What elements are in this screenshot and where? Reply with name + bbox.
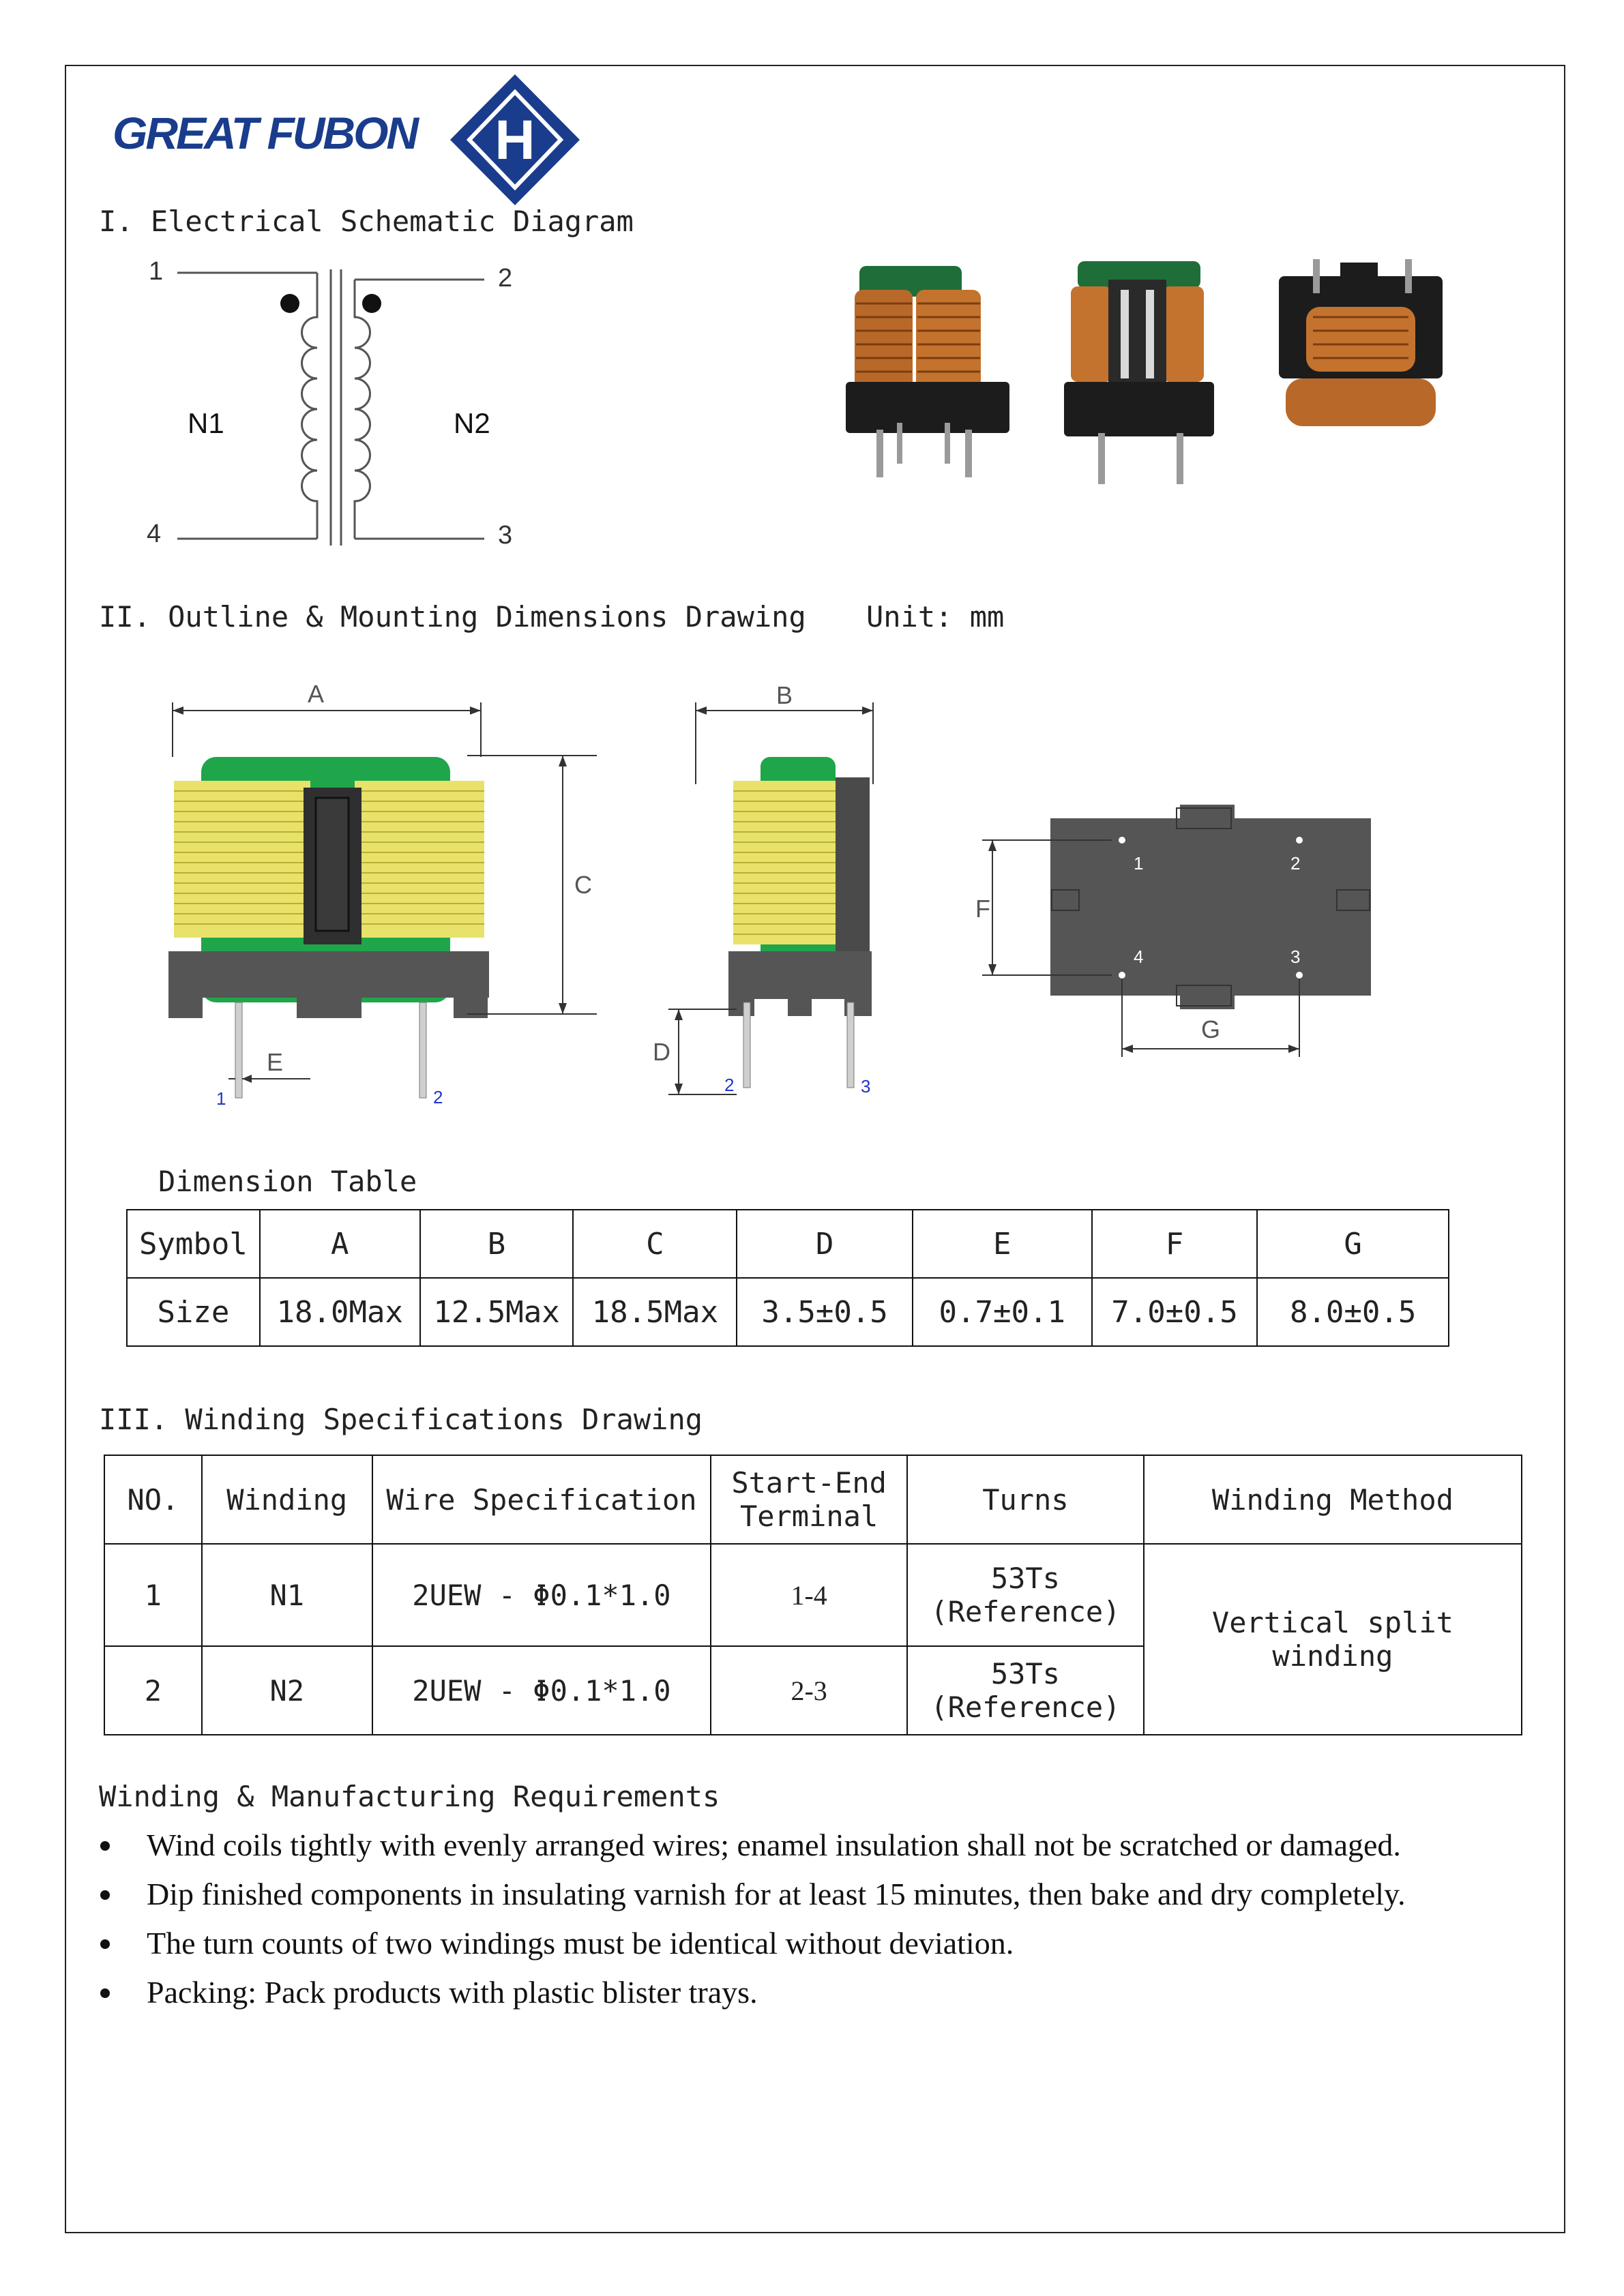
dimension-symbol: G — [1257, 1210, 1449, 1278]
header-winding: Winding — [202, 1455, 372, 1544]
winding-turns-value: 53Ts — [990, 1562, 1060, 1595]
dimension-table — [126, 1209, 1449, 1347]
section3-title: III. Winding Specifications Drawing — [99, 1403, 703, 1436]
schematic-pin-1: 1 — [149, 257, 164, 286]
winding-header-row — [104, 1455, 1522, 1544]
winding-name: N1 — [202, 1544, 372, 1646]
brand-logo-letter: H — [494, 109, 535, 171]
winding-turns — [907, 1544, 1144, 1646]
winding-no: 2 — [104, 1646, 202, 1735]
product-photo-3 — [1279, 259, 1443, 426]
requirement-item: Packing: Pack products with plastic blister trays. — [99, 1968, 1406, 2017]
front-pin-2-label: 2 — [433, 1087, 443, 1107]
requirements-list — [99, 1821, 1406, 2017]
dimension-symbol: A — [260, 1210, 420, 1278]
header-no: NO. — [104, 1455, 202, 1544]
side-pin-3-label: 3 — [861, 1076, 871, 1097]
header-terminal — [711, 1455, 907, 1544]
dim-label-g: G — [1200, 1015, 1221, 1043]
dimension-size: 18.5Max — [573, 1278, 737, 1346]
dimension-size-row — [127, 1278, 1449, 1346]
requirement-item: The turn counts of two windings must be identical without deviation. — [99, 1919, 1406, 1968]
outline-side-view — [648, 675, 894, 1118]
header-method: Winding Method — [1144, 1455, 1522, 1544]
section1-title: I. Electrical Schematic Diagram — [99, 205, 634, 238]
polarity-dot-left — [280, 294, 299, 313]
schematic-label-n1: N1 — [188, 407, 224, 439]
dimension-symbol: E — [913, 1210, 1092, 1278]
winding-turns-note: (Reference) — [930, 1690, 1121, 1724]
brand-name: GREAT FUBON — [113, 108, 417, 158]
dimension-size: 18.0Max — [260, 1278, 420, 1346]
dimension-symbol: C — [573, 1210, 737, 1278]
bottom-pin-2-label: 2 — [1290, 853, 1301, 874]
schematic-label-n2: N2 — [454, 407, 490, 439]
dimension-table-caption: Dimension Table — [158, 1165, 417, 1198]
winding-turns-value: 53Ts — [990, 1657, 1060, 1690]
outline-front-view — [160, 675, 610, 1118]
winding-terminal: 1-4 — [711, 1544, 907, 1646]
dimension-symbol: B — [420, 1210, 574, 1278]
dim-label-b: B — [776, 681, 793, 709]
header-terminal-line2: Terminal — [739, 1500, 879, 1533]
dim-label-d: D — [653, 1038, 670, 1066]
winding-method: Vertical split winding — [1144, 1544, 1522, 1735]
schematic-pin-3: 3 — [498, 521, 513, 550]
winding-name: N2 — [202, 1646, 372, 1735]
requirement-item: Wind coils tightly with evenly arranged wires; enamel insulation shall not be scratched or damaged. — [99, 1821, 1406, 1870]
winding-wire: 2UEW - Φ0.1*1.0 — [372, 1646, 711, 1735]
dimension-size: 7.0±0.5 — [1092, 1278, 1258, 1346]
winding-turns — [907, 1646, 1144, 1735]
dimension-size: 12.5Max — [420, 1278, 574, 1346]
product-photos — [836, 249, 1507, 494]
dim-label-e: E — [266, 1048, 284, 1076]
schematic-pin-4: 4 — [147, 520, 162, 548]
dimension-size: 8.0±0.5 — [1257, 1278, 1449, 1346]
product-photo-1 — [846, 266, 1009, 477]
winding-spec-table — [104, 1455, 1522, 1735]
outline-bottom-view — [975, 805, 1385, 1118]
winding-turns-note: (Reference) — [930, 1595, 1121, 1628]
dimension-symbol: F — [1092, 1210, 1258, 1278]
side-pin-2-label: 2 — [724, 1075, 735, 1095]
front-pin-1-label: 1 — [216, 1088, 226, 1109]
section2-title: II. Outline & Mounting Dimensions Drawing — [99, 600, 806, 633]
polarity-dot-right — [362, 294, 381, 313]
header-terminal-line1: Start-End — [731, 1466, 887, 1500]
schematic-pin-2: 2 — [498, 264, 513, 293]
unit-label: Unit: mm — [866, 600, 1005, 633]
requirement-item: Dip finished components in insulating varnish for at least 15 minutes, then bake and dry completely. — [99, 1870, 1406, 1919]
dim-label-a: A — [307, 680, 325, 708]
brand-header — [113, 72, 590, 208]
brand-logo-icon — [443, 72, 587, 208]
header-turns: Turns — [907, 1455, 1144, 1544]
bottom-pin-3-label: 3 — [1290, 946, 1301, 967]
bottom-pin-4-label: 4 — [1134, 946, 1144, 967]
winding-no: 1 — [104, 1544, 202, 1646]
dimension-symbol: D — [737, 1210, 913, 1278]
dimension-size: 0.7±0.1 — [913, 1278, 1092, 1346]
product-photo-2 — [1064, 261, 1214, 484]
dimension-header-row — [127, 1210, 1449, 1278]
dimension-size: 3.5±0.5 — [737, 1278, 913, 1346]
dim-label-c: C — [574, 871, 592, 899]
winding-terminal: 2-3 — [711, 1646, 907, 1735]
winding-row — [104, 1544, 1522, 1646]
dim-label-f: F — [975, 895, 990, 923]
dimension-symbol-label: Symbol — [127, 1210, 260, 1278]
requirements-title: Winding & Manufacturing Requirements — [99, 1780, 720, 1813]
bottom-pin-1-label: 1 — [1134, 853, 1144, 874]
electrical-schematic — [136, 252, 546, 566]
dimension-size-label: Size — [127, 1278, 260, 1346]
header-wire: Wire Specification — [372, 1455, 711, 1544]
winding-wire: 2UEW - Φ0.1*1.0 — [372, 1544, 711, 1646]
